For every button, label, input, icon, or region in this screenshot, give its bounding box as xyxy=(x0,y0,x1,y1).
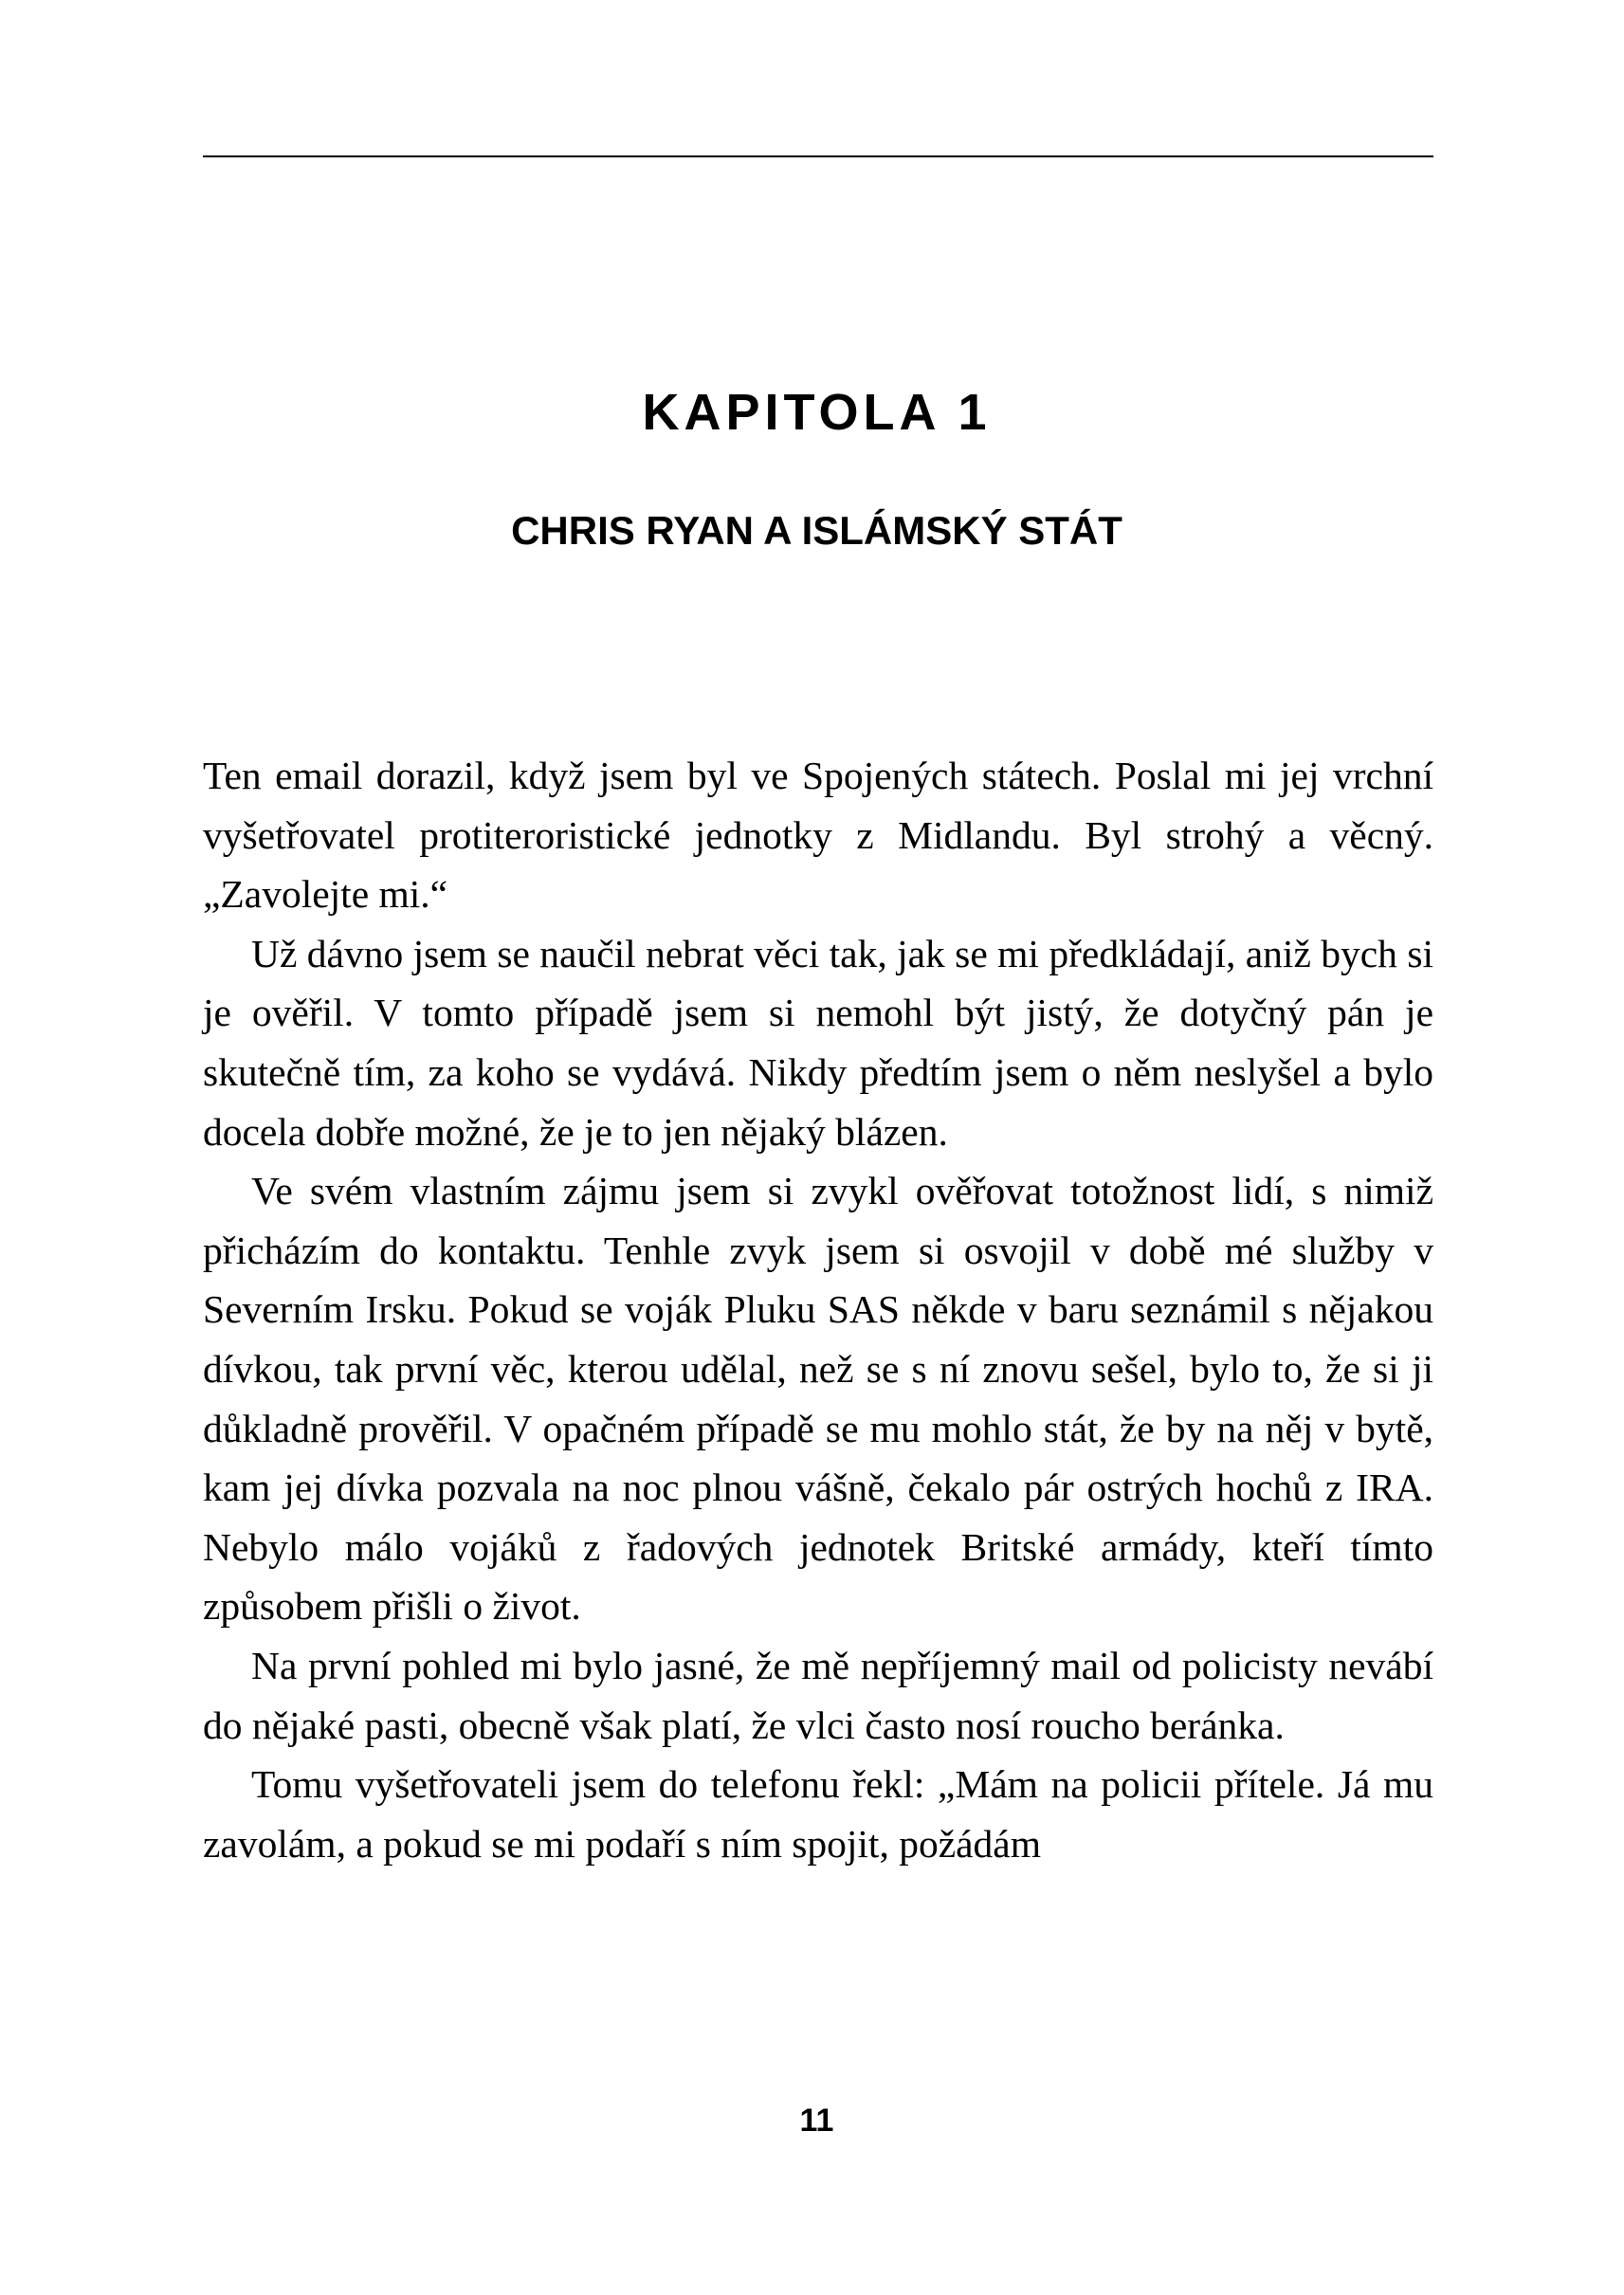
paragraph: Už dávno jsem se naučil nebrat věci tak, jak se mi předkládají, aniž bych si je ověřil. V tomto případě jsem si nemohl být jistý, že dotyčný pán je skutečně tím, za koho se vydává. Nikdy předtím jsem o něm neslyšel a bylo docela dobře možné, že je to jen nějaký blázen. xyxy=(203,931,1433,1154)
page-number: 11 xyxy=(799,2103,834,2139)
paragraph: Ten email dorazil, když jsem byl ve Spojených státech. Poslal mi jej vrchní vyšetřovatel protiteroristické jednotky z Midlandu. Byl strohý a věcný. „Zavolejte mi.“ xyxy=(203,754,1433,917)
paragraph: Tomu vyšetřovateli jsem do telefonu řekl: „Mám na policii přítele. Já mu zavolám, a pokud se mi podaří s ním spojit, požádám xyxy=(203,1762,1433,1866)
chapter-subtitle: CHRIS RYAN A ISLÁMSKÝ STÁT xyxy=(511,508,1122,553)
header-rule xyxy=(203,155,1433,157)
chapter-heading: KAPITOLA 1 xyxy=(642,384,992,441)
paragraph: Ve svém vlastním zájmu jsem si zvykl ověřovat totožnost lidí, s nimiž přicházím do kontaktu. Tenhle zvyk jsem si osvojil v době mé služby v Severním Irsku. Pokud se voják Pluku SAS někde v baru seznámil s nějakou dívkou, tak první věc, kterou udělal, než se s ní znovu sešel, bylo to, že si ji důkladně prověřil. V opačném případě se mu mohlo stát, že by na něj v bytě, kam jej dívka pozvala na noc plnou vášně, čekalo pár ostrých hochů z IRA. Nebylo málo vojáků z řadových jednotek Britské armády, kteří tímto způsobem přišli o život. xyxy=(203,1169,1433,1629)
paragraph: Na první pohled mi bylo jasné, že mě nepříjemný mail od policisty nevábí do nějaké pasti, obecně však platí, že vlci často nosí roucho beránka. xyxy=(203,1643,1433,1747)
body-text xyxy=(203,746,1433,1873)
